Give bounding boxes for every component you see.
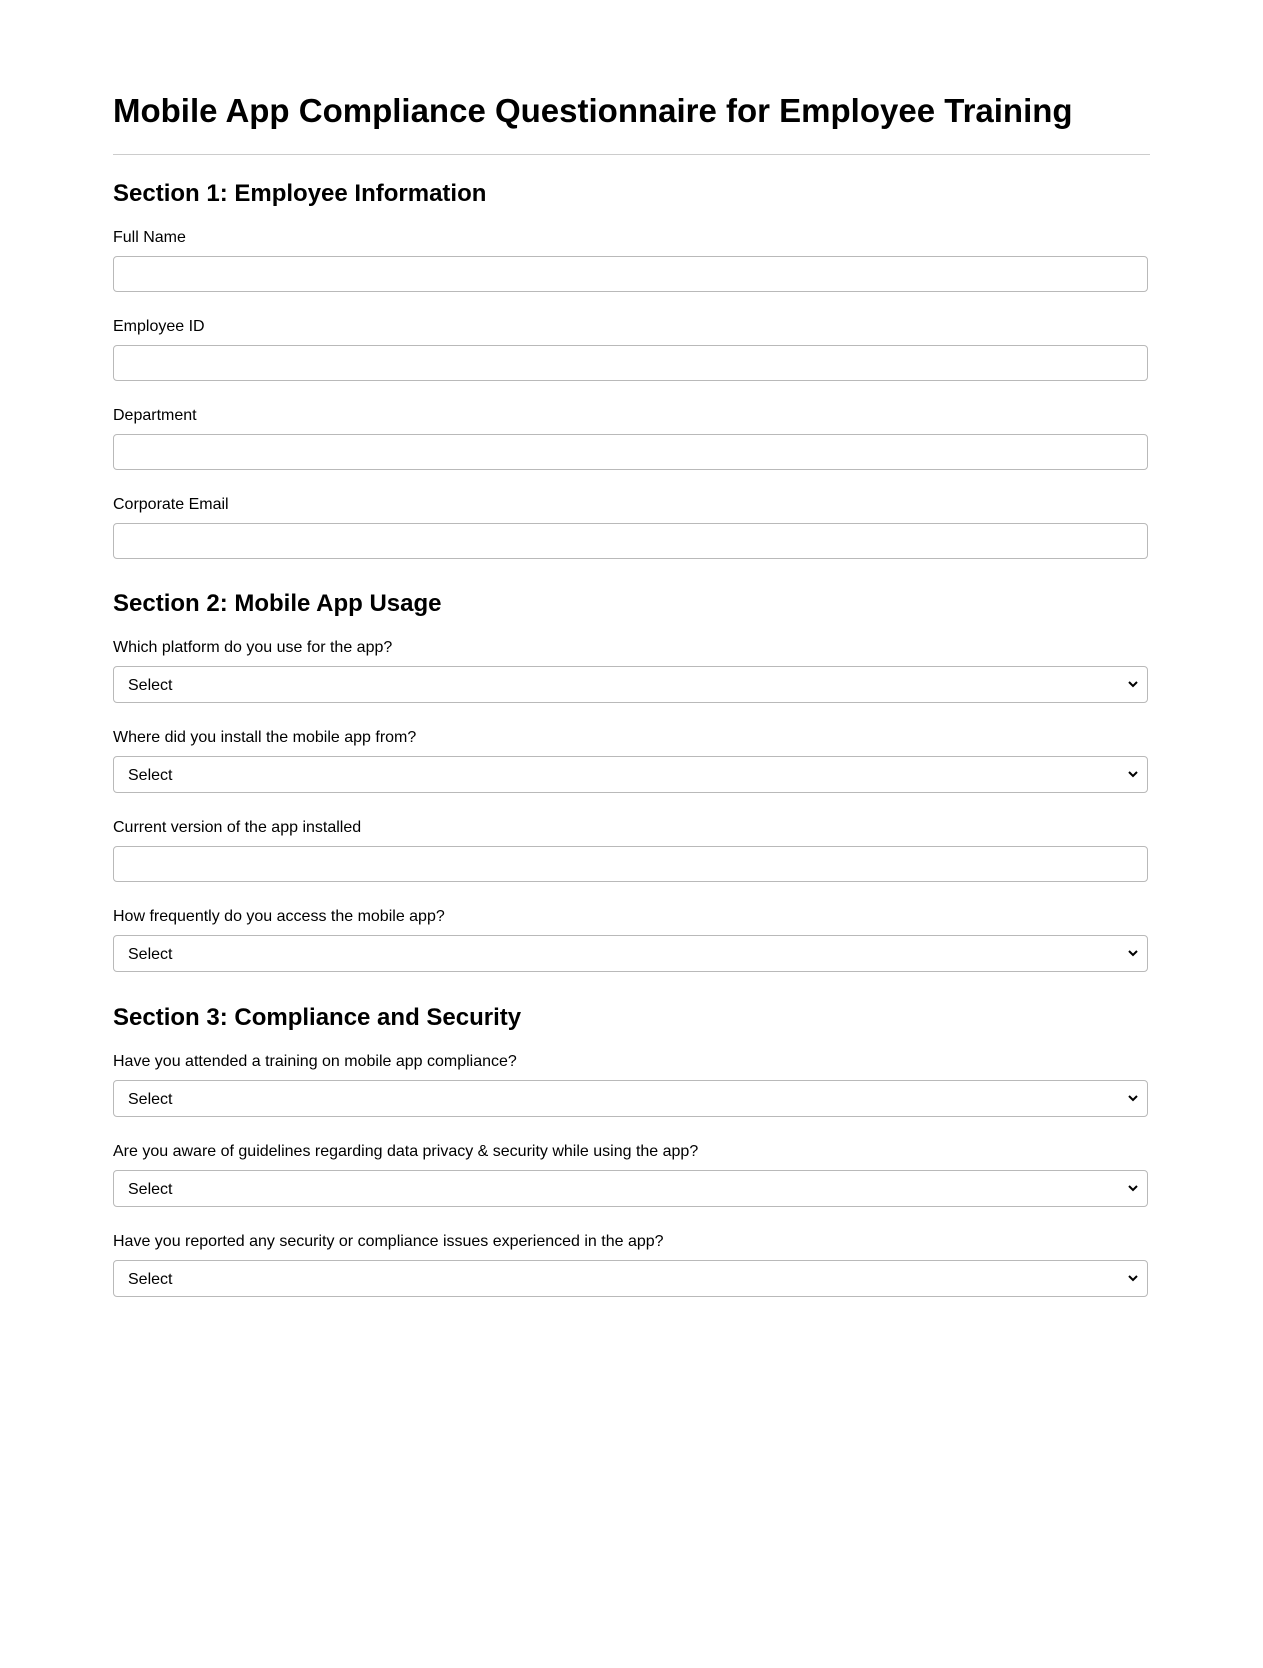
issues-reported-label: Have you reported any security or compliance issues experienced in the app? [113, 1233, 664, 1250]
issues-reported-select[interactable] [113, 1260, 1148, 1297]
chevron-down-icon [1127, 947, 1139, 959]
employee-id-field-group [113, 317, 1150, 381]
department-label: Department [113, 407, 197, 424]
chevron-down-icon [1127, 1182, 1139, 1194]
app-version-field-group [113, 818, 1150, 882]
full-name-label: Full Name [113, 229, 186, 246]
department-input[interactable] [113, 434, 1148, 470]
platform-field-group [113, 638, 1150, 703]
install-source-select[interactable] [113, 756, 1148, 793]
select-value: Select [128, 946, 173, 963]
page-title: Mobile App Compliance Questionnaire for Employee Training [113, 92, 1073, 129]
full-name-field-group [113, 228, 1150, 292]
section-mobile-app-usage [113, 590, 1150, 972]
corporate-email-field-group [113, 495, 1150, 559]
access-frequency-select[interactable] [113, 935, 1148, 972]
access-frequency-field-group [113, 907, 1150, 972]
select-value: Select [128, 1271, 173, 1288]
chevron-down-icon [1127, 1092, 1139, 1104]
app-version-label: Current version of the app installed [113, 819, 362, 836]
department-field-group [113, 406, 1150, 470]
install-source-field-group [113, 728, 1150, 793]
select-value: Select [128, 1091, 173, 1108]
select-value: Select [128, 767, 173, 784]
corporate-email-label: Corporate Email [113, 496, 229, 513]
install-source-label: Where did you install the mobile app from? [113, 729, 417, 746]
privacy-guidelines-label: Are you aware of guidelines regarding data privacy & security while using the app? [113, 1143, 699, 1160]
app-version-input[interactable] [113, 846, 1148, 882]
select-value: Select [128, 1181, 173, 1198]
issues-reported-field-group [113, 1232, 1150, 1297]
privacy-guidelines-field-group [113, 1142, 1150, 1207]
section-compliance-and-security [113, 1004, 1150, 1297]
training-attended-select[interactable] [113, 1080, 1148, 1117]
chevron-down-icon [1127, 1272, 1139, 1284]
corporate-email-input[interactable] [113, 523, 1148, 559]
title-divider [113, 154, 1150, 155]
privacy-guidelines-select[interactable] [113, 1170, 1148, 1207]
employee-id-input[interactable] [113, 345, 1148, 381]
section-heading: Section 2: Mobile App Usage [113, 590, 442, 617]
section-heading: Section 1: Employee Information [113, 180, 487, 207]
platform-select[interactable] [113, 666, 1148, 703]
section-employee-information [113, 180, 1150, 559]
training-attended-field-group [113, 1052, 1150, 1117]
select-value: Select [128, 677, 173, 694]
platform-label: Which platform do you use for the app? [113, 639, 393, 656]
full-name-input[interactable] [113, 256, 1148, 292]
training-attended-label: Have you attended a training on mobile app compliance? [113, 1053, 517, 1070]
access-frequency-label: How frequently do you access the mobile app? [113, 908, 445, 925]
chevron-down-icon [1127, 678, 1139, 690]
section-heading: Section 3: Compliance and Security [113, 1004, 522, 1031]
employee-id-label: Employee ID [113, 318, 205, 335]
chevron-down-icon [1127, 768, 1139, 780]
